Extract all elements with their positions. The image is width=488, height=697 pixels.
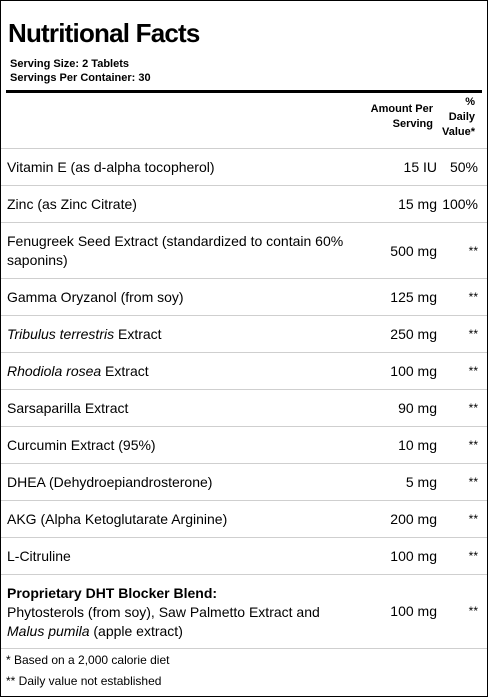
nutrient-daily-value: ** (468, 438, 478, 452)
nutrient-name-rest: Extract (114, 326, 162, 342)
panel-title: Nutritional Facts (8, 18, 200, 48)
footnote-daily-value: ** Daily value not established (6, 674, 162, 688)
amount-header-line1: Amount Per (370, 103, 433, 115)
nutrient-amount: 90 mg (398, 400, 437, 416)
nutrient-amount: 100 mg (390, 603, 437, 619)
blend-description (7, 584, 357, 641)
nutrient-row (1, 149, 487, 186)
amount-per-serving-header (343, 102, 433, 132)
nutrient-name: L-Citruline (7, 548, 71, 564)
nutrient-daily-value: ** (468, 475, 478, 489)
blend-ingredient-rest: (apple extract) (89, 623, 183, 639)
nutrient-name-italic: Tribulus terrestris (7, 326, 115, 342)
dv-header-line2: Daily (448, 111, 475, 123)
blend-ingredients: Phytosterols (from soy), Saw Palmetto Extract and (7, 604, 320, 620)
nutrient-daily-value: ** (468, 401, 478, 415)
serving-size: Serving Size: 2 Tablets (10, 58, 130, 70)
nutrient-row (1, 501, 487, 538)
nutrient-amount: 10 mg (398, 437, 437, 453)
nutrient-daily-value: ** (468, 512, 478, 526)
nutrient-row (1, 427, 487, 464)
nutrient-name: Vitamin E (as d-alpha tocopherol) (7, 159, 215, 175)
nutrient-name: Zinc (as Zinc Citrate) (7, 196, 137, 212)
nutrient-daily-value: 50% (449, 159, 478, 175)
nutrient-amount: 15 IU (403, 159, 437, 175)
nutrient-amount: 15 mg (398, 196, 437, 212)
nutrient-name-italic: Rhodiola rosea (7, 363, 102, 379)
nutrient-name (7, 325, 357, 344)
nutrient-row (1, 223, 487, 279)
blend-title: Proprietary DHT Blocker Blend: (7, 585, 218, 601)
nutrient-name: Fenugreek Seed Extract (standardized to contain 60% saponins) (7, 233, 344, 268)
amount-header-line2: Serving (392, 118, 433, 130)
nutrient-name: Curcumin Extract (95%) (7, 437, 156, 453)
daily-value-header (425, 95, 475, 140)
nutrient-amount: 5 mg (405, 474, 437, 490)
nutrient-amount: 200 mg (390, 511, 437, 527)
nutrient-amount: 250 mg (390, 326, 437, 342)
nutrient-daily-value: ** (468, 327, 478, 341)
nutrient-row (1, 538, 487, 575)
nutrient-row (1, 279, 487, 316)
nutrient-amount: 500 mg (390, 243, 437, 259)
dv-header-line3: Value* (441, 126, 475, 138)
nutrient-row (1, 390, 487, 427)
nutrient-daily-value: ** (468, 244, 478, 258)
nutrient-name: Gamma Oryzanol (from soy) (7, 289, 184, 305)
footnote-calorie-diet: * Based on a 2,000 calorie diet (6, 653, 170, 667)
nutrient-daily-value: ** (468, 364, 478, 378)
proprietary-blend-row (1, 575, 487, 649)
nutrient-name (7, 362, 357, 381)
nutrient-name: AKG (Alpha Ketoglutarate Arginine) (7, 511, 228, 527)
thick-divider (6, 90, 482, 93)
dv-header-line1: % (465, 96, 475, 108)
nutrient-daily-value: ** (468, 604, 478, 618)
servings-per-container: Servings Per Container: 30 (10, 72, 151, 84)
nutrient-row (1, 186, 487, 223)
nutrient-name: Sarsaparilla Extract (7, 400, 129, 416)
nutrient-row (1, 316, 487, 353)
nutrient-daily-value: 100% (442, 196, 478, 212)
nutrient-row (1, 464, 487, 501)
nutrient-daily-value: ** (468, 549, 478, 563)
nutrient-amount: 100 mg (390, 548, 437, 564)
nutrient-row (1, 353, 487, 390)
nutrient-daily-value: ** (468, 290, 478, 304)
nutrient-amount: 100 mg (390, 363, 437, 379)
nutrient-name: DHEA (Dehydroepiandrosterone) (7, 474, 213, 490)
nutrient-amount: 125 mg (390, 289, 437, 305)
blend-ingredient-italic: Malus pumila (7, 623, 90, 639)
nutrient-name-rest: Extract (101, 363, 149, 379)
